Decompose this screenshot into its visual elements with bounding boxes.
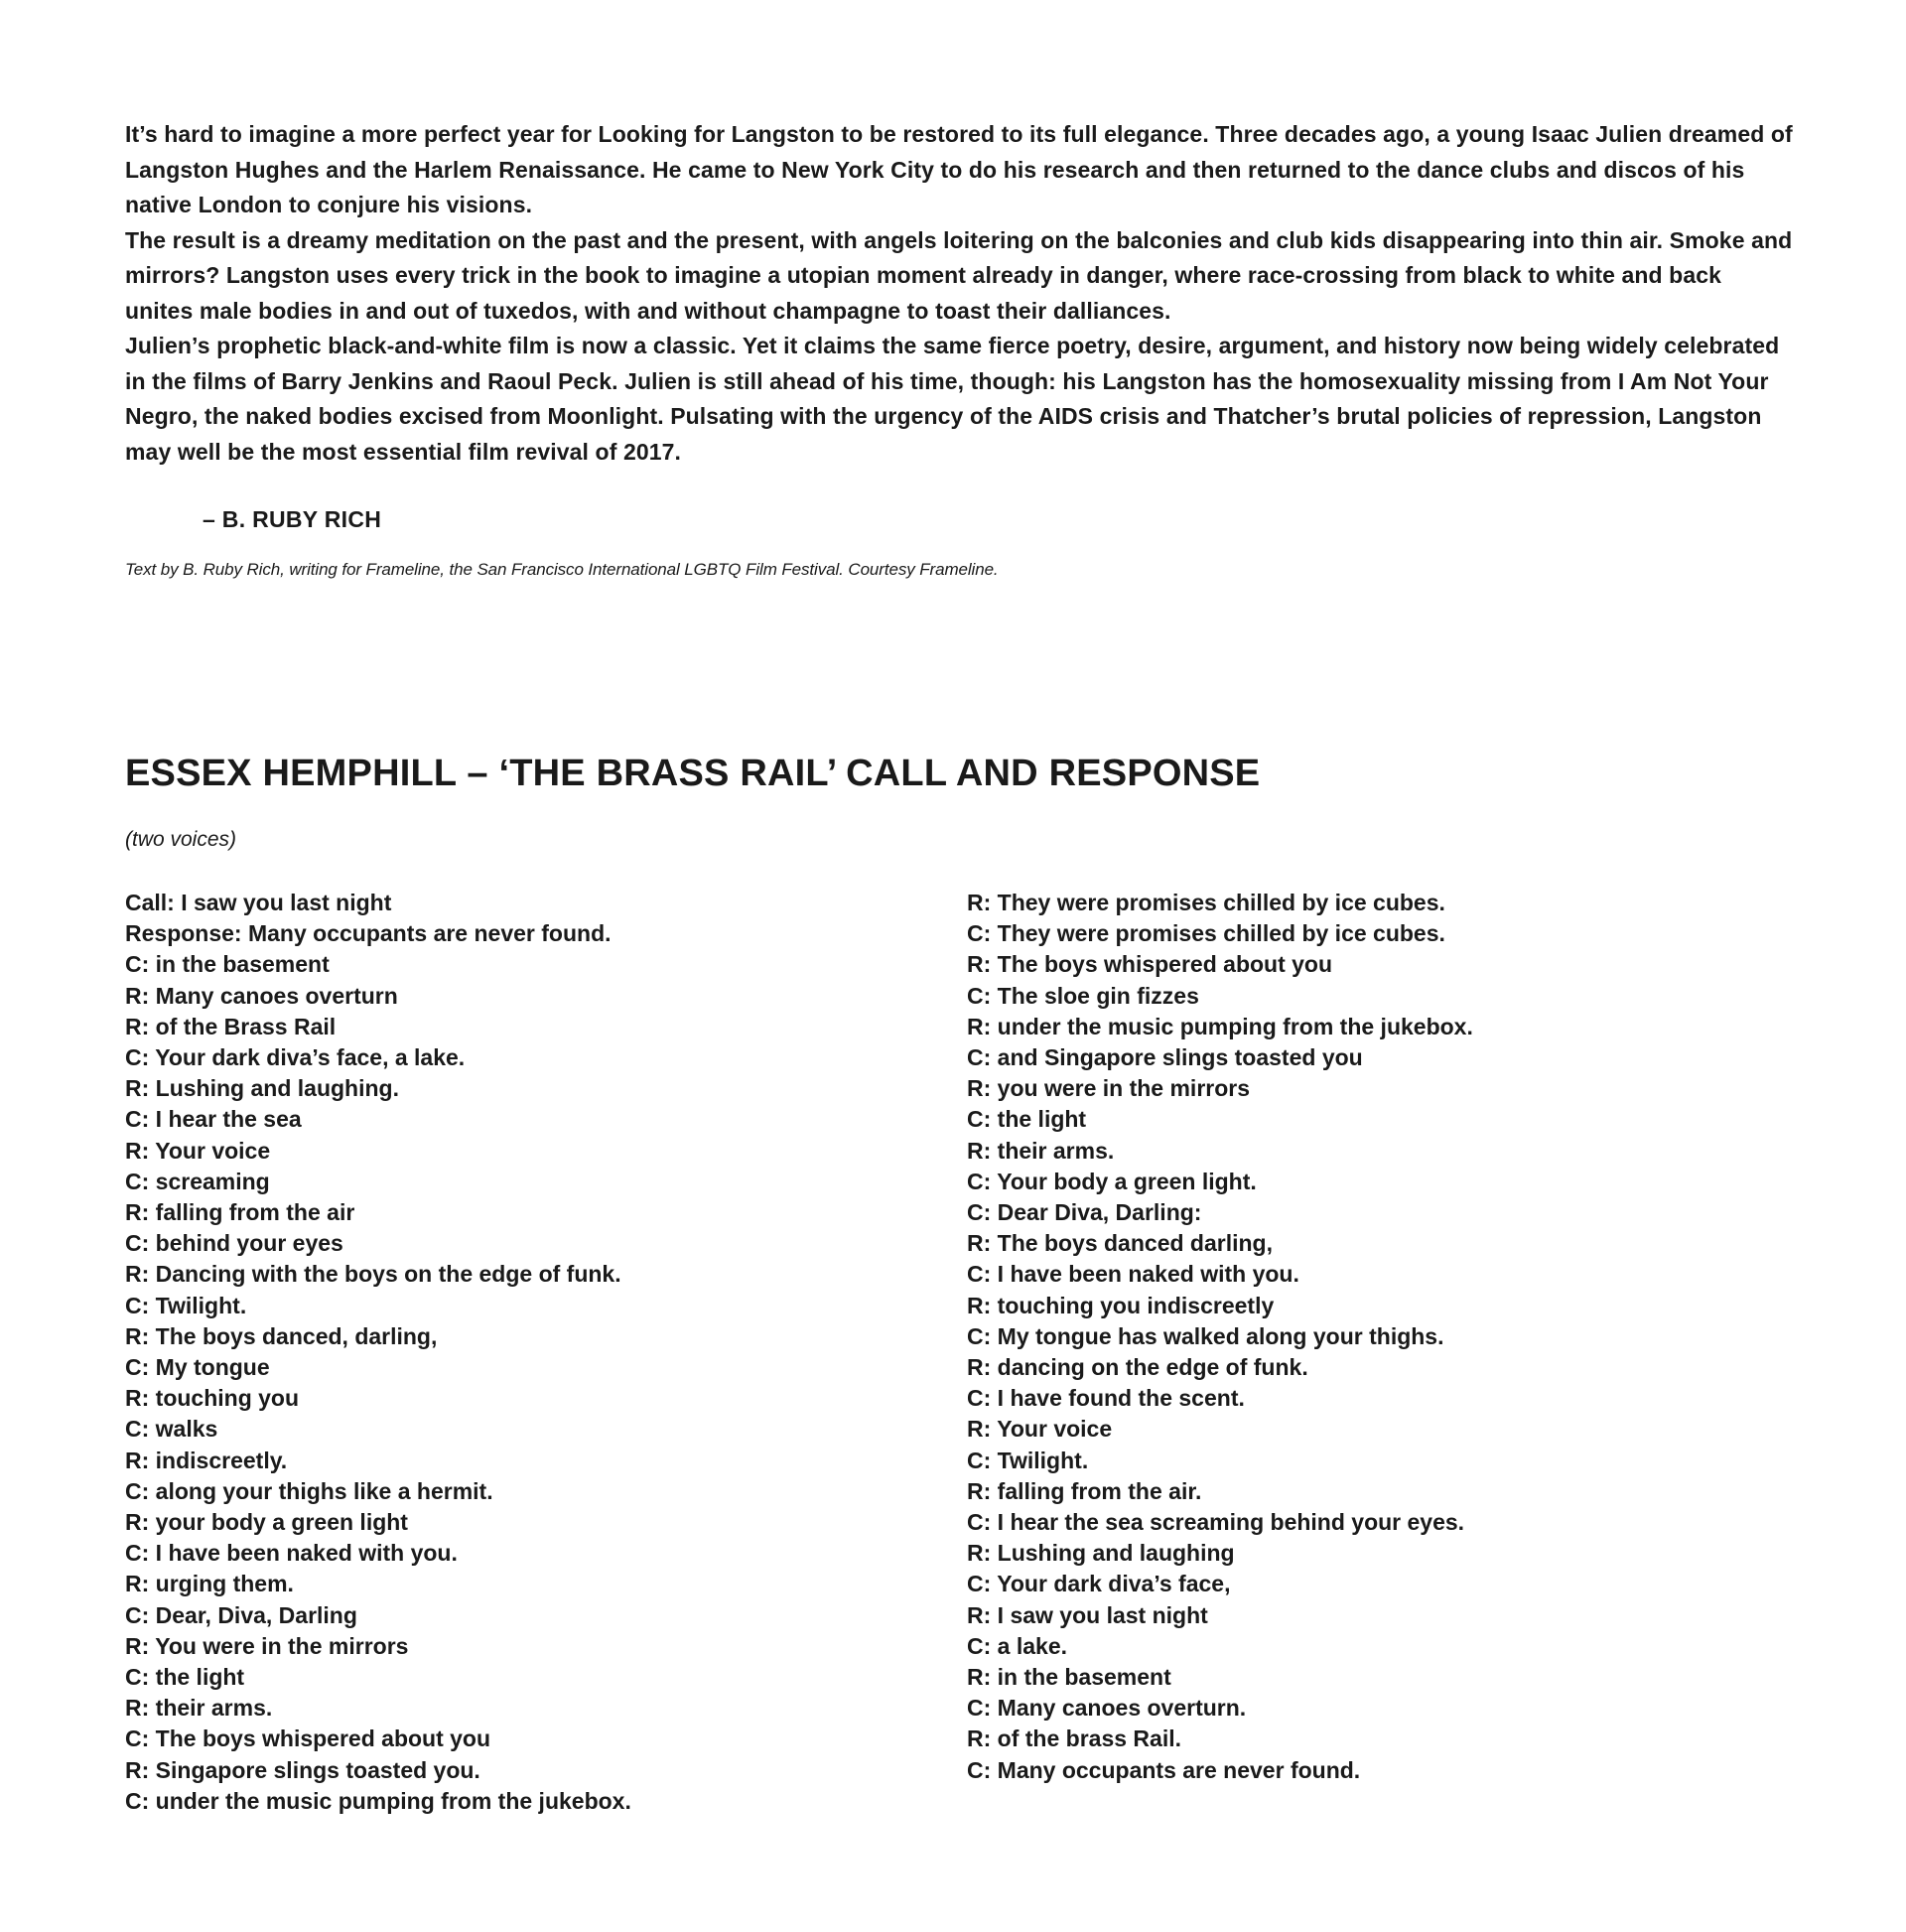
poem-line: R: Lushing and laughing [967,1540,1235,1567]
poem-line: R: touching you indiscreetly [967,1292,1275,1318]
poem-line: C: walks [125,1416,218,1443]
poem-line: R: Your voice [125,1137,271,1164]
poem-line: C: My tongue [125,1354,270,1381]
poem-line: R: Dancing with the boys on the edge of funk. [125,1261,621,1288]
poem-title: ESSEX HEMPHILL – ‘THE BRASS RAIL’ CALL AND RESPONSE [125,753,1261,794]
poem-line: R: in the basement [967,1664,1171,1691]
poem-line: R: Many canoes overturn [125,982,398,1009]
poem-line: R: The boys whispered about you [967,951,1333,978]
poem-line: C: I have been naked with you. [125,1540,458,1567]
poem-right-column [967,888,1791,1786]
poem-line: C: under the music pumping from the jukebox. [125,1787,631,1814]
poem-line: R: urging them. [125,1571,294,1597]
essay-paragraph: The result is a dreamy meditation on the past and the present, with angels loitering on the balconies and club kids disappearing into thin air. Smoke and mirrors? Langston uses every trick in the book to imagine a utopian moment already in danger, where race-crossing from black to white and back unites male bodies in and out of tuxedos, with and without champagne to toast their dalliances. [125,226,1793,324]
essay-credit: Text by B. Ruby Rich, writing for Frameline, the San Francisco International LGBTQ Film Festival. Courtesy Frameline. [125,560,999,579]
poem-line: C: I hear the sea screaming behind your eyes. [967,1509,1465,1536]
poem-line: R: their arms. [125,1695,273,1722]
essay-attribution: – B. RUBY RICH [203,506,382,532]
poem-line: C: Twilight. [125,1292,247,1318]
poem-line: C: along your thighs like a hermit. [125,1477,493,1504]
poem-line: C: and Singapore slings toasted you [967,1044,1363,1071]
poem-line: R: dancing on the edge of funk. [967,1354,1308,1381]
poem-line: R: Your voice [967,1416,1113,1443]
poem-line: R: The boys danced darling, [967,1230,1273,1257]
poem-line: R: of the Brass Rail [125,1013,337,1039]
poem-line: R: indiscreetly. [125,1447,288,1473]
poem-line: C: Your body a green light. [967,1168,1257,1194]
poem-line: C: The boys whispered about you [125,1725,491,1752]
poem-line: R: Singapore slings toasted you. [125,1756,480,1783]
poem-line: C: Dear Diva, Darling: [967,1199,1202,1226]
poem-line: R: your body a green light [125,1509,408,1536]
poem-line: R: touching you [125,1385,300,1412]
poem-line: C: I hear the sea [125,1106,302,1133]
poem-line: C: They were promises chilled by ice cubes. [967,920,1445,947]
poem-line: C: Twilight. [967,1447,1089,1473]
poem-line: C: Your dark diva’s face, [967,1571,1231,1597]
poem-line: R: Lushing and laughing. [125,1075,399,1102]
essay-paragraph: It’s hard to imagine a more perfect year for Looking for Langston to be restored to its full elegance. Three decades ago, a young Isaac Julien dreamed of Langston Hughes and the Harlem Renaissance. He came to New York City to do his research and then returned to the dance clubs and discos of his native London to conjure his visions. [125,121,1793,217]
poem-subtitle: (two voices) [125,828,237,851]
poem-line: R: They were promises chilled by ice cubes. [967,890,1445,915]
poem-line: C: a lake. [967,1632,1067,1659]
poem-line: C: in the basement [125,951,330,978]
poem-line: R: You were in the mirrors [125,1632,409,1659]
poem-line: R: The boys danced, darling, [125,1322,438,1349]
poem-line: C: Dear, Diva, Darling [125,1601,357,1628]
poem-line: C: Many canoes overturn. [967,1695,1247,1722]
poem-line: R: I saw you last night [967,1601,1208,1628]
poem-line: C: the light [125,1664,245,1691]
poem-line: R: falling from the air [125,1199,355,1226]
poem-line: C: Your dark diva’s face, a lake. [125,1044,466,1071]
poem-line: C: I have found the scent. [967,1385,1245,1412]
poem-line: C: behind your eyes [125,1230,343,1257]
essay-text [125,117,1793,470]
poem-line: C: the light [967,1106,1087,1133]
poem-line: C: The sloe gin fizzes [967,982,1199,1009]
essay-paragraph: Julien’s prophetic black-and-white film is now a classic. Yet it claims the same fierce poetry, desire, argument, and history now being widely celebrated in the films of Barry Jenkins and Raoul Peck. Julien is still ahead of his time, though: his Langston has the homosexuality missing from I Am Not Your Negro, the naked bodies excised from Moonlight. Pulsating with the urgency of the AIDS crisis and Thatcher’s brutal policies of repression, Langston may well be the most essential film revival of 2017. [125,333,1780,465]
poem-line: Call: I saw you last night [125,890,392,915]
poem-line: R: their arms. [967,1137,1115,1164]
poem-line: C: I have been naked with you. [967,1261,1299,1288]
poem-line: R: of the brass Rail. [967,1725,1181,1752]
poem-line: Response: Many occupants are never found. [125,920,612,947]
poem-line: R: you were in the mirrors [967,1075,1251,1102]
poem-line: R: falling from the air. [967,1477,1202,1504]
poem-line: R: under the music pumping from the jukebox. [967,1013,1473,1039]
poem-line: C: My tongue has walked along your thighs. [967,1322,1444,1349]
poem-left-column [125,888,939,1817]
poem-line: C: screaming [125,1168,270,1194]
poem-line: C: Many occupants are never found. [967,1756,1361,1783]
